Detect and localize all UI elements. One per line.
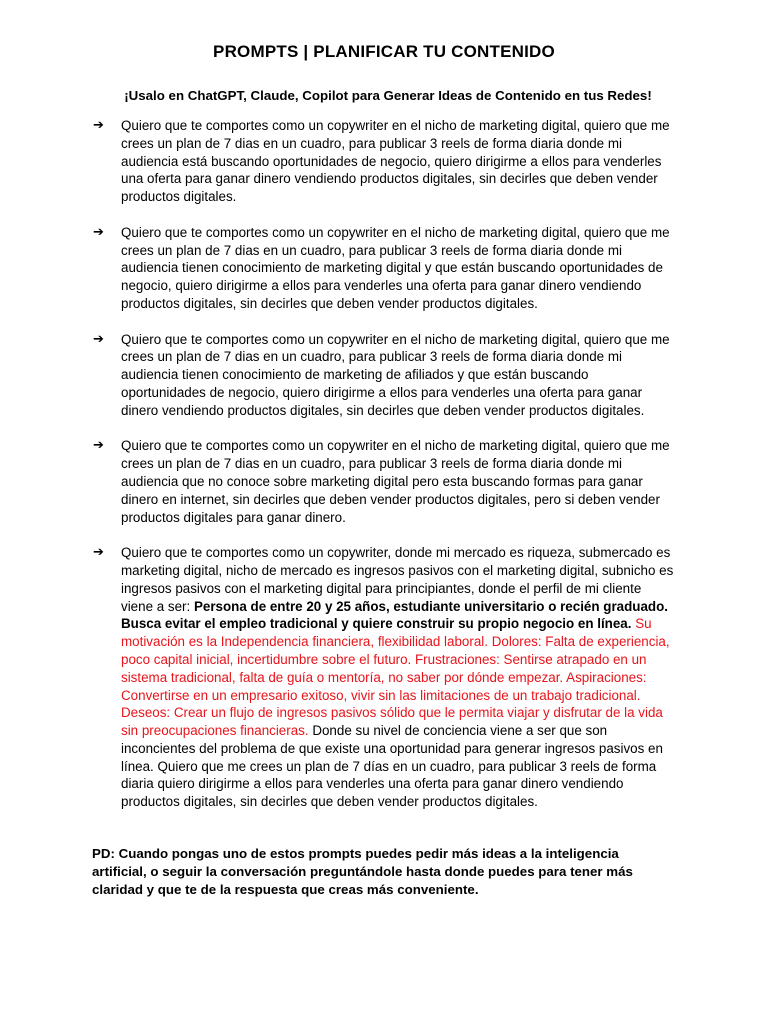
right-arrow-icon: ➔: [93, 438, 104, 454]
client-details-red: Su motivación es la Independencia financiera, flexibilidad laboral. Dolores: Falta de experiencia, poco capital inicial, incertidumbre sobre el futuro. Frustraciones: Sentirse atrapado en un sistema tradicional, falta de guía o mentoría, no saber por dónde empezar. Aspiraciones: Convertirse en un empresario exitoso, vivir sin las limitaciones de un trabajo tradicional. Deseos: Crear un flujo de ingresos pasivos sólido que le permita viajar y disfrutar de la vida sin preocupaciones financieras.: [121, 616, 670, 739]
prompt-5-closing: Donde su nivel de conciencia viene a ser que son inconcientes del problema de que existe una oportunidad para generar ingresos pasivos en línea. Quiero que me crees un plan de 7 días en un cuadro, para publicar 3 reels de forma diaria quiero dirigirme a ellos para venderles una oferta para ganar dinero vendiendo productos digitales, sin decirles que deben vender productos digitales.: [121, 723, 663, 810]
page-subtitle: ¡Usalo en ChatGPT, Claude, Copilot para Generar Ideas de Contenido en tus Redes!: [124, 88, 652, 103]
footer-note: PD: Cuando pongas uno de estos prompts puedes pedir más ideas a la inteligencia artificial, o seguir la conversación preguntándole hasta donde puedes para tener más claridad y que te de la respuesta que creas más conveniente.: [92, 846, 633, 897]
prompt-text-2: Quiero que te comportes como un copywriter en el nicho de marketing digital, quiero que me crees un plan de 7 dias en un cuadro, para publicar 3 reels de forma diaria donde mi audiencia tienen conocimiento de marketing digital y que están buscando oportunidades de negocio, quiero dirigirme a ellos para venderles una oferta para ganar dinero vendiendo productos digitales, sin decirles que deben vender productos digitales.: [121, 224, 670, 311]
prompt-item-2: [92, 224, 676, 313]
prompt-text-1: Quiero que te comportes como un copywriter en el nicho de marketing digital, quiero que me crees un plan de 7 dias en un cuadro, para publicar 3 reels de forma diaria donde mi audiencia está buscando oportunidades de negocio, quiero dirigirme a ellos para venderles una oferta para ganar dinero vendiendo productos digitales, sin decirles que deben vender productos digitales.: [121, 118, 670, 205]
prompt-item-4: [92, 437, 676, 526]
prompt-text-4: Quiero que te comportes como un copywriter en el nicho de marketing digital, quiero que me crees un plan de 7 dias en un cuadro, para publicar 3 reels de forma diaria donde mi audiencia que no conoce sobre marketing digital pero esta buscando formas para ganar dinero en internet, sin decirles que deben vender productos digitales, pero si deben vender productos digitales para ganar dinero.: [121, 438, 670, 525]
client-profile-bold: Persona de entre 20 y 25 años, estudiante universitario o recién graduado. Busca evitar el empleo tradicional y quiere construir su propio negocio en línea.: [121, 598, 668, 632]
prompt-5-intro: Quiero que te comportes como un copywriter, donde mi mercado es riqueza, submercado es marketing digital, nicho de mercado es ingresos pasivos con el marketing digital, subnicho es ingresos pasivos con el marketing digital para principiantes, donde el perfil de mi cliente viene a ser:: [121, 545, 674, 614]
prompt-item-5: [92, 544, 676, 811]
prompt-list: [92, 117, 676, 811]
prompt-item-1: [92, 117, 676, 206]
prompt-item-3: [92, 331, 676, 420]
prompt-text-5: [121, 544, 676, 811]
right-arrow-icon: ➔: [93, 545, 104, 561]
page-title: PROMPTS | PLANIFICAR TU CONTENIDO: [213, 42, 555, 61]
right-arrow-icon: ➔: [93, 118, 104, 133]
prompt-text-3: Quiero que te comportes como un copywriter en el nicho de marketing digital, quiero que me crees un plan de 7 dias en un cuadro, para publicar 3 reels de forma diaria donde mi audiencia tienen conocimiento de marketing de afiliados y que están buscando oportunidades de negocio, quiero dirigirme a ellos para venderles una oferta para ganar dinero vendiendo productos digitales, sin decirles que deben vender productos digitales.: [121, 331, 670, 418]
right-arrow-icon: ➔: [93, 224, 104, 240]
right-arrow-icon: ➔: [93, 331, 104, 347]
